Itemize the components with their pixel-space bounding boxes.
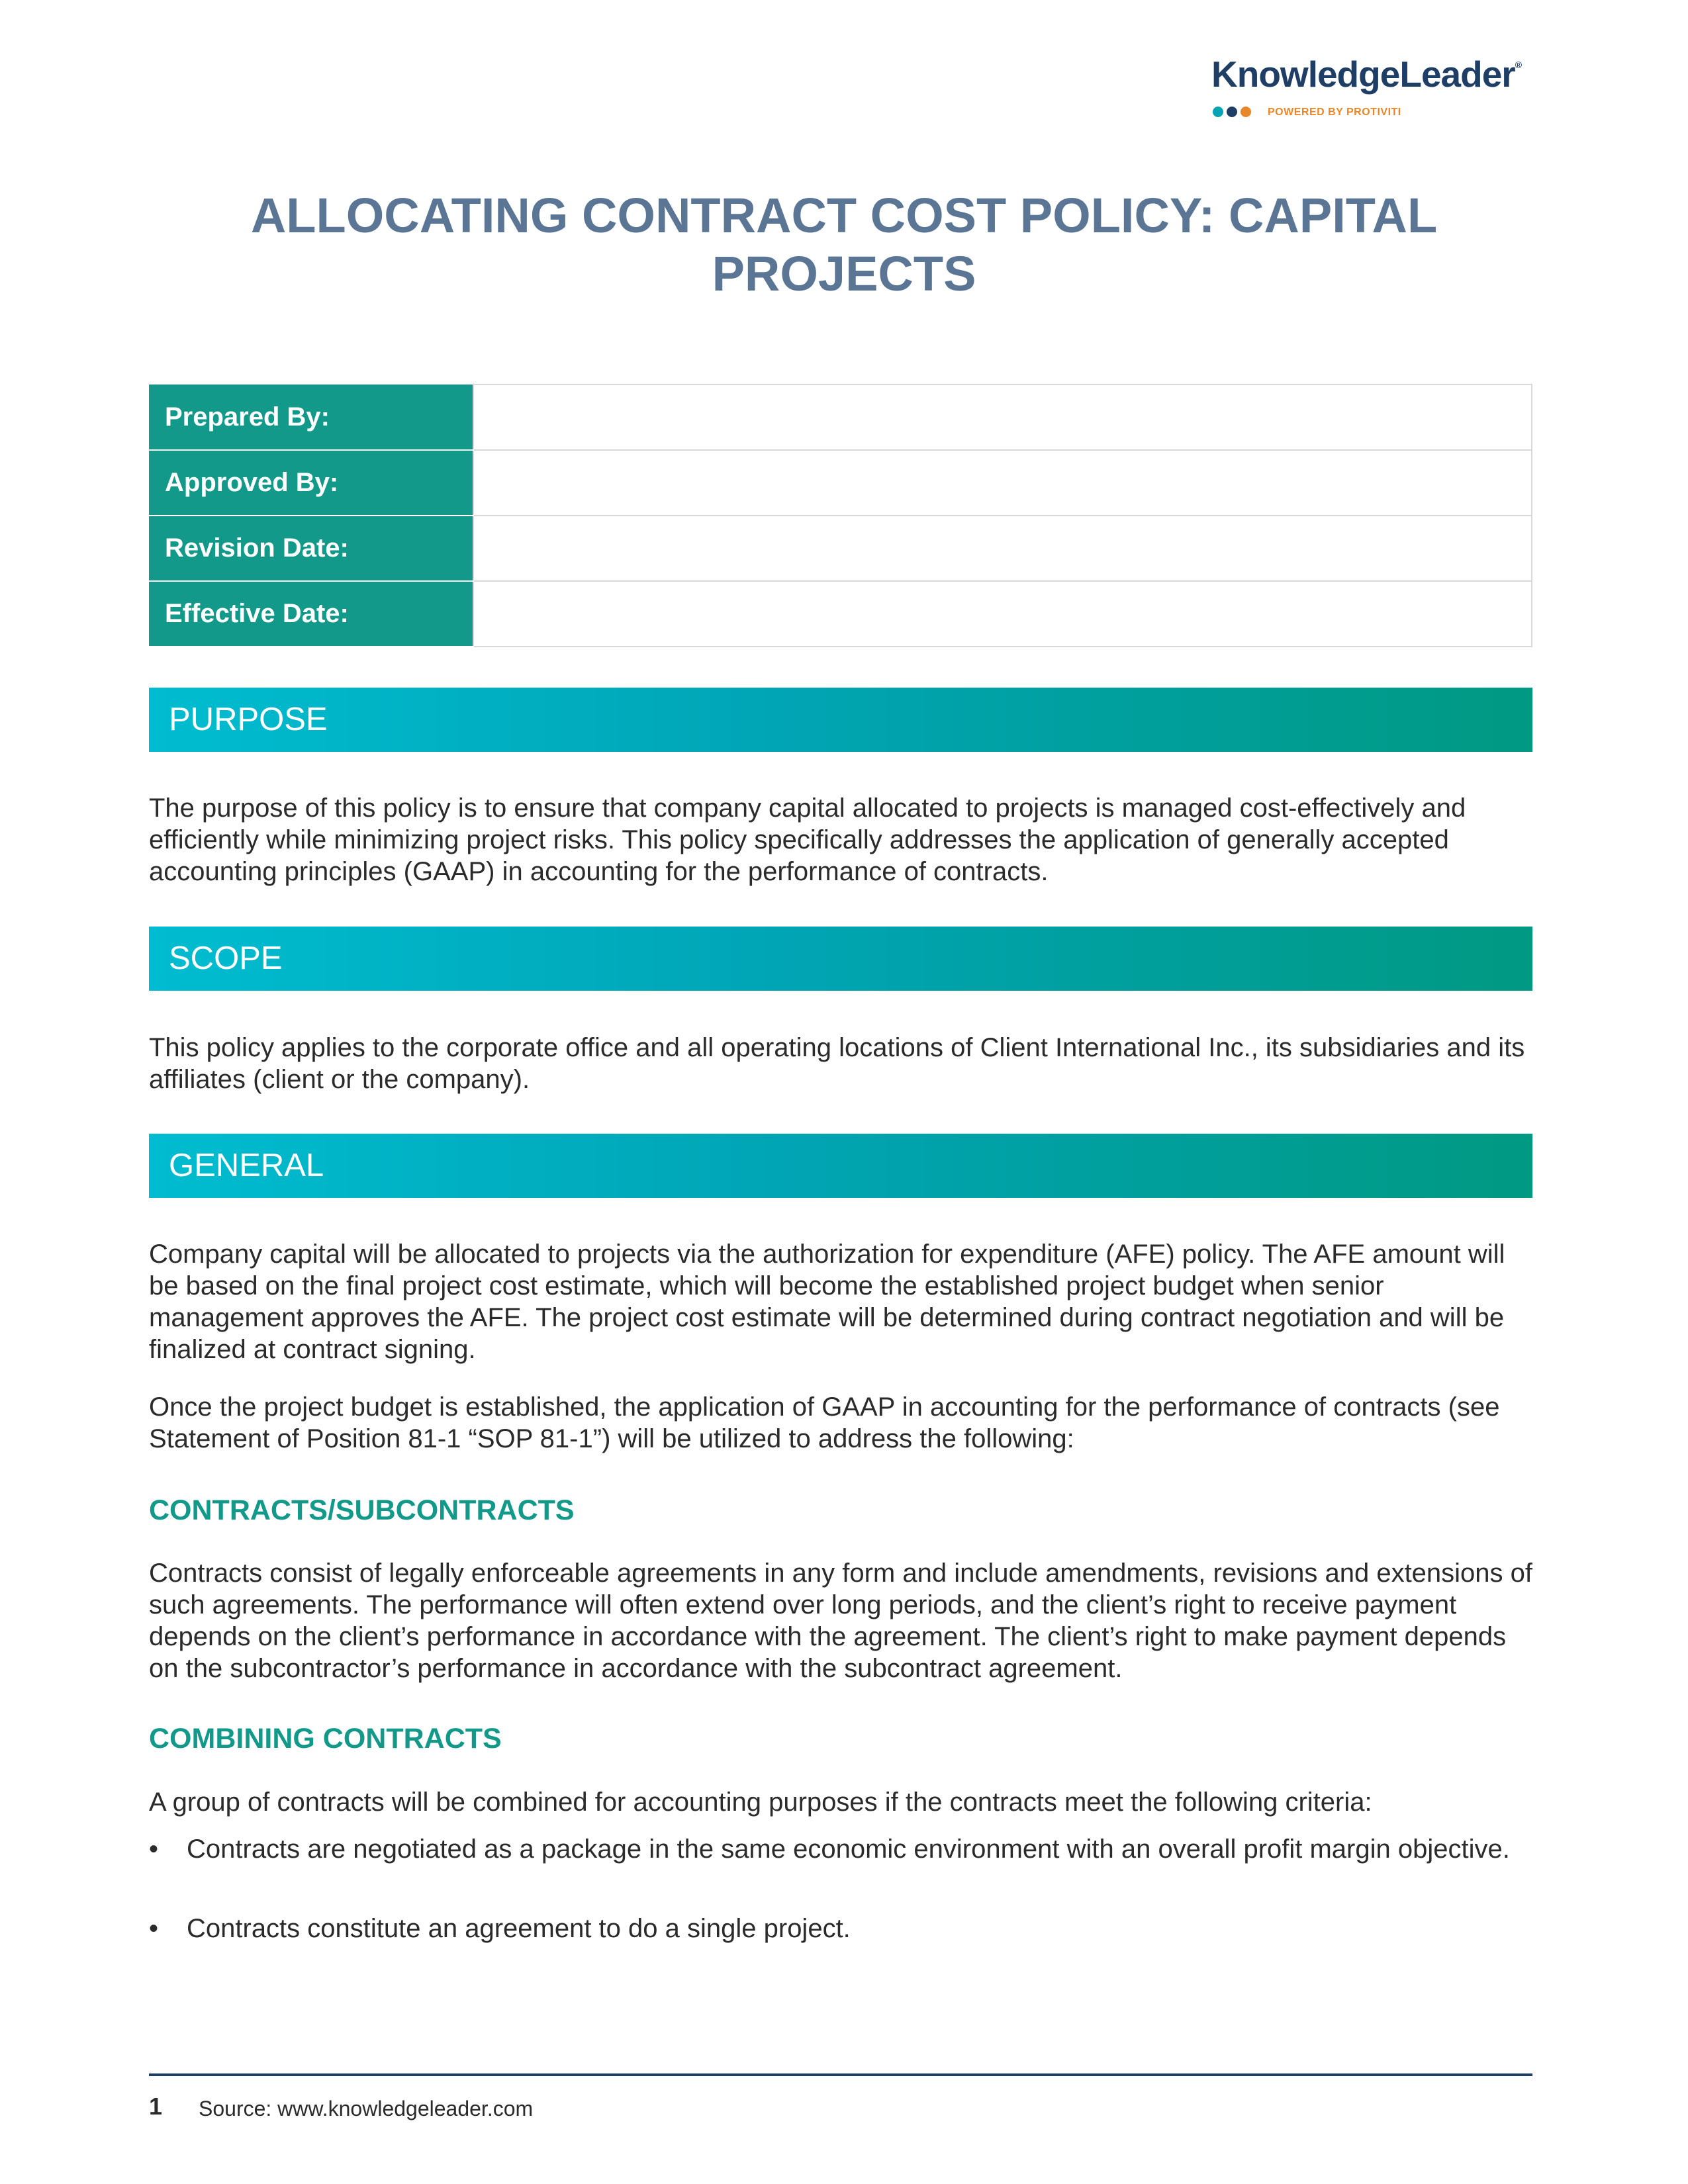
combining-subheading: COMBINING CONTRACTS xyxy=(149,1723,502,1754)
prepared-by-label: Prepared By: xyxy=(149,385,473,450)
logo-tagline: POWERED BY PROTIVITI xyxy=(1268,107,1401,118)
general-paragraph-1: Company capital will be allocated to projects via the authorization for expenditure (AFE) policy. The AFE amount will be based on the final project cost estimate, which will become the established project budget when senior management approves the AFE. The project cost estimate will be determined during contract negotiation and will be finalized at contract signing. xyxy=(149,1240,1505,1364)
effective-date-label: Effective Date: xyxy=(149,581,473,647)
revision-date-label: Revision Date: xyxy=(149,516,473,581)
purpose-text: The purpose of this policy is to ensure that company capital allocated to projects is managed cost-effectively and efficiently while minimizing project risks. This policy specifically addresses the application of generally accepted accounting principles (GAAP) in accounting for the performance of contracts. xyxy=(149,794,1466,886)
contracts-text: Contracts consist of legally enforceable agreements in any form and include amendments, revisions and extensions of such agreements. The performance will often extend over long periods, and the client’s right to receive payment depends on the client’s performance in accordance with the agreement. The client’s right to make payment depends on the subcontractor’s performance in accordance with the subcontract agreement. xyxy=(149,1559,1533,1683)
document-title: ALLOCATING CONTRACT COST POLICY: CAPITAL PROJECTS xyxy=(250,188,1438,301)
approved-by-value xyxy=(473,450,1532,516)
knowledgeleader-logo xyxy=(1211,53,1529,126)
footer-divider xyxy=(149,2073,1532,2076)
combining-intro: A group of contracts will be combined for accounting purposes if the contracts meet the following criteria: xyxy=(149,1788,1372,1817)
scope-heading: SCOPE xyxy=(149,927,1532,991)
source-text: Source: www.knowledgeleader.com xyxy=(199,2097,534,2120)
list-item-text: Contracts constitute an agreement to do a single project. xyxy=(187,1914,851,1943)
table-row xyxy=(149,450,1532,516)
logo-wordmark: KnowledgeLeader® xyxy=(1211,54,1522,95)
contracts-subheading: CONTRACTS/SUBCONTRACTS xyxy=(149,1494,575,1526)
approved-by-label: Approved By: xyxy=(149,450,473,516)
bullet-icon: • xyxy=(149,1835,159,1864)
general-heading: GENERAL xyxy=(149,1134,1532,1198)
list-item-text: Contracts are negotiated as a package in the same economic environment with an overall profit margin objective. xyxy=(187,1835,1510,1864)
bullet-icon: • xyxy=(149,1914,159,1943)
table-row xyxy=(149,385,1532,450)
page-number: 1 xyxy=(149,2093,163,2120)
table-row xyxy=(149,581,1532,647)
logo-dots-icon xyxy=(1213,107,1252,118)
scope-text: This policy applies to the corporate office and all operating locations of Client International Inc., its subsidiaries and its affiliates (client or the company). xyxy=(149,1033,1525,1094)
approval-table xyxy=(149,384,1532,647)
revision-date-value xyxy=(473,516,1532,581)
table-row xyxy=(149,516,1532,581)
purpose-heading: PURPOSE xyxy=(149,688,1532,752)
effective-date-value xyxy=(473,581,1532,647)
general-paragraph-2: Once the project budget is established, the application of GAAP in accounting for the performance of contracts (see Statement of Position 81-1 “SOP 81-1”) will be utilized to address the following: xyxy=(149,1392,1500,1453)
prepared-by-value xyxy=(473,385,1532,450)
